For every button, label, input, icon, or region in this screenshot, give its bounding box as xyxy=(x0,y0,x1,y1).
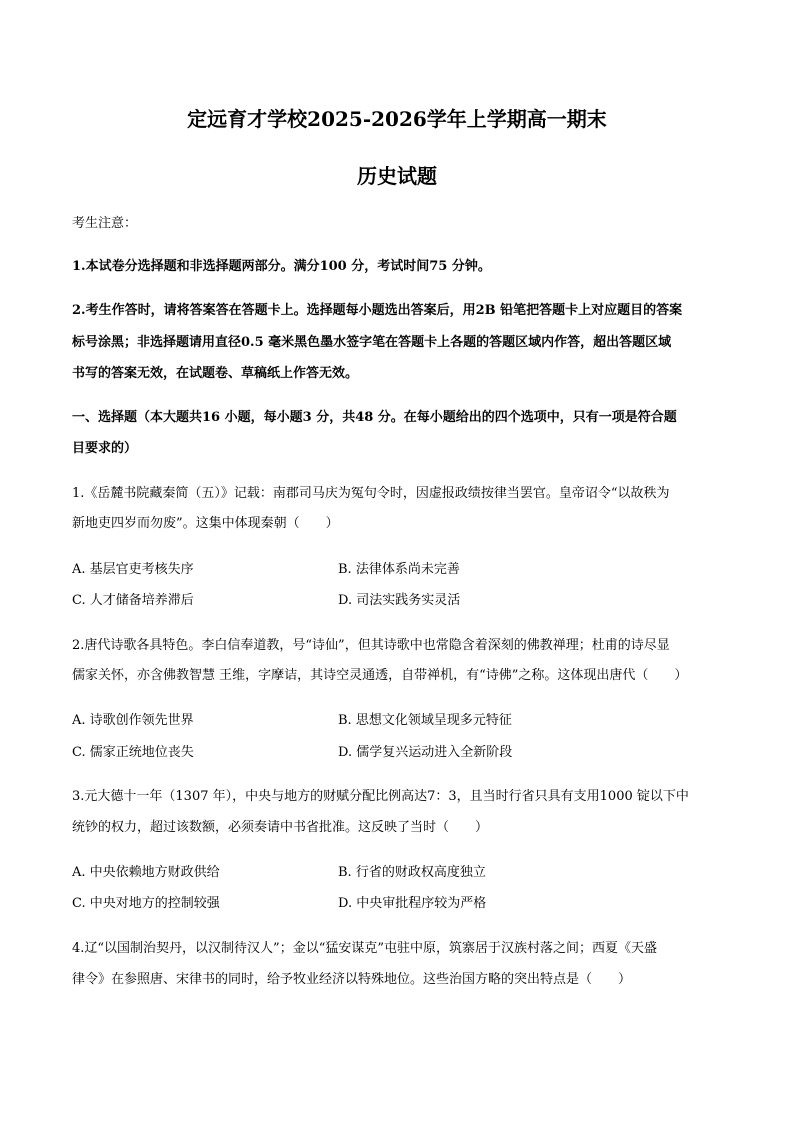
question-3-stem-line-1: 3.元大德十一年（1307 年），中央与地方的财赋分配比例高达7：3，且当时行省只具有支用1000 锭以下中 xyxy=(72,789,689,804)
notice-heading: 考生注意： xyxy=(72,216,138,231)
question-2-option-b[interactable]: B. 思想文化领域呈现多元特征 xyxy=(338,713,512,728)
section-heading-line-1: 一、选择题（本大题共16 小题，每小题3 分，共48 分。在每小题给出的四个选项中，只有一项是符合题 xyxy=(72,410,677,425)
section-heading-line-2: 目要求的） xyxy=(72,441,138,456)
exam-subtitle: 历史试题 xyxy=(357,164,437,188)
question-4-stem-line-2: 律令》在参照唐、宋律书的同时，给予牧业经济以特殊地位。这些治国方略的突出特点是（ ） xyxy=(72,972,632,987)
question-3-option-c[interactable]: C. 中央对地方的控制较强 xyxy=(72,896,220,911)
notice-item-2-line-2: 标号涂黑；非选择题请用直径0.5 毫米黑色墨水签字笔在答题卡上各题的答题区域内作答，超出答题区域 xyxy=(72,335,672,350)
question-2-option-d[interactable]: D. 儒学复兴运动进入全新阶段 xyxy=(338,745,513,760)
question-2-stem-line-2: 儒家关怀，亦含佛教智慧 王维，字摩诘，其诗空灵通透，自带禅机，有“诗佛”之称。这体现出唐代（ ） xyxy=(72,668,688,683)
question-2-option-a[interactable]: A. 诗歌创作领先世界 xyxy=(72,713,194,728)
question-1-option-a[interactable]: A. 基层官吏考核失序 xyxy=(72,562,194,577)
question-4-stem-line-1: 4.辽“以国制治契丹，以汉制待汉人”；金以“猛安谋克”屯驻中原，筑寨居于汉族村落之间；西夏《天盛 xyxy=(72,941,657,956)
question-2-option-c[interactable]: C. 儒家正统地位丧失 xyxy=(72,745,194,760)
question-3-option-a[interactable]: A. 中央依赖地方财政供给 xyxy=(72,865,220,880)
question-3-stem-line-2: 统钞的权力，超过该数额，必须奏请中书省批准。这反映了当时（ ） xyxy=(72,820,489,835)
question-3-option-b[interactable]: B. 行省的财政权高度独立 xyxy=(338,865,486,880)
notice-item-2-line-3: 书写的答案无效，在试题卷、草稿纸上作答无效。 xyxy=(72,366,359,381)
notice-item-1: 1.本试卷分选择题和非选择题两部分。满分100 分，考试时间75 分钟。 xyxy=(72,259,491,274)
question-2-stem-line-1: 2.唐代诗歌各具特色。李白信奉道教，号“诗仙”，但其诗歌中也常隐含着深刻的佛教禅理；杜甫的诗尽显 xyxy=(72,638,670,653)
notice-item-2-line-1: 2.考生作答时，请将答案答在答题卡上。选择题每小题选出答案后，用2B 铅笔把答题卡上对应题目的答案 xyxy=(72,303,683,318)
question-1-stem-line-2: 新地吏四岁而勿废”。这集中体现秦朝（ ） xyxy=(72,516,339,531)
question-1-option-b[interactable]: B. 法律体系尚未完善 xyxy=(338,562,460,577)
exam-title: 定远育才学校2025-2026学年上学期高一期末 xyxy=(187,107,607,131)
question-1-option-d[interactable]: D. 司法实践务实灵活 xyxy=(338,593,461,608)
question-1-option-c[interactable]: C. 人才储备培养滞后 xyxy=(72,593,194,608)
question-1-stem-line-1: 1.《岳麓书院藏秦简（五）》记载：南郡司马庆为冤句令时，因虚报政绩按律当罢官。皇帝诏令“以故秩为 xyxy=(72,486,670,501)
question-3-option-d[interactable]: D. 中央审批程序较为严格 xyxy=(338,896,487,911)
